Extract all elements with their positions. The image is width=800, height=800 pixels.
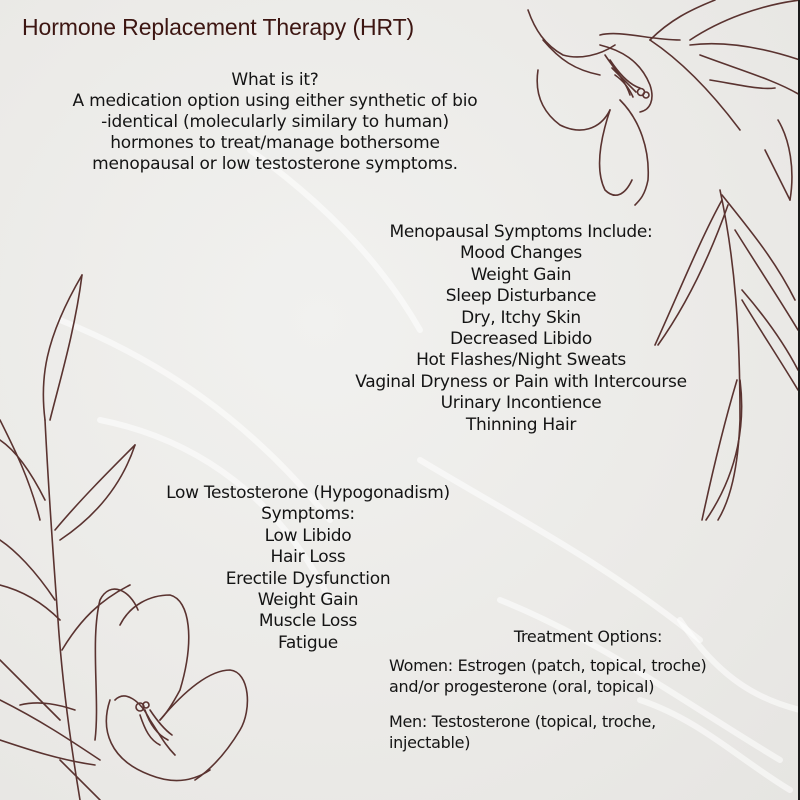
symptom-item: Thinning Hair (465, 414, 577, 435)
symptom-item: Hair Loss (270, 547, 346, 568)
low-testosterone-subheading: Symptoms: (261, 504, 355, 525)
symptom-item: Muscle Loss (258, 611, 358, 632)
symptom-item: Sleep Disturbance (445, 286, 597, 307)
page-title: Hormone Replacement Therapy (HRT) (22, 14, 415, 40)
treatment-line: and/or progesterone (oral, topical) (389, 676, 655, 696)
symptom-item: Low Libido (264, 525, 352, 546)
treatment-men (389, 712, 769, 753)
symptom-item: Hot Flashes/Night Sweats (416, 350, 626, 371)
leaf-branch-left-icon (0, 275, 135, 800)
intro-line: A medication option using either synthetic of bio (72, 91, 478, 111)
treatment-heading: Treatment Options: (513, 627, 663, 646)
treatment-line: Men: Testosterone (topical, troche, (389, 712, 656, 731)
symptom-item: Vaginal Dryness or Pain with Intercourse (355, 371, 687, 392)
intro-line: -identical (molecularly similary to human) (101, 112, 449, 132)
symptom-item: Decreased Libido (450, 329, 592, 350)
symptom-item: Weight Gain (257, 590, 359, 611)
intro-heading: What is it? (231, 70, 319, 90)
intro-section (20, 70, 530, 175)
flower-top-right-icon (528, 0, 800, 205)
low-testosterone-heading: Low Testosterone (Hypogonadism) (166, 483, 450, 503)
menopausal-heading: Menopausal Symptoms Include: (389, 222, 653, 242)
symptom-item: Urinary Incontience (440, 393, 602, 414)
symptom-item: Dry, Itchy Skin (461, 307, 581, 328)
intro-line: hormones to treat/manage bothersome (110, 133, 440, 153)
symptom-item: Fatigue (278, 632, 338, 653)
intro-line: menopausal or low testosterone symptoms. (92, 154, 458, 174)
symptom-item: Weight Gain (470, 264, 572, 285)
treatment-line: injectable) (389, 732, 471, 752)
treatment-women (389, 656, 769, 697)
symptom-item: Mood Changes (459, 243, 582, 264)
treatment-line: Women: Estrogen (patch, topical, troche) (389, 656, 707, 675)
low-testosterone-section (130, 483, 486, 654)
symptom-item: Erectile Dysfunction (225, 568, 391, 589)
menopausal-symptoms-section (322, 222, 720, 436)
